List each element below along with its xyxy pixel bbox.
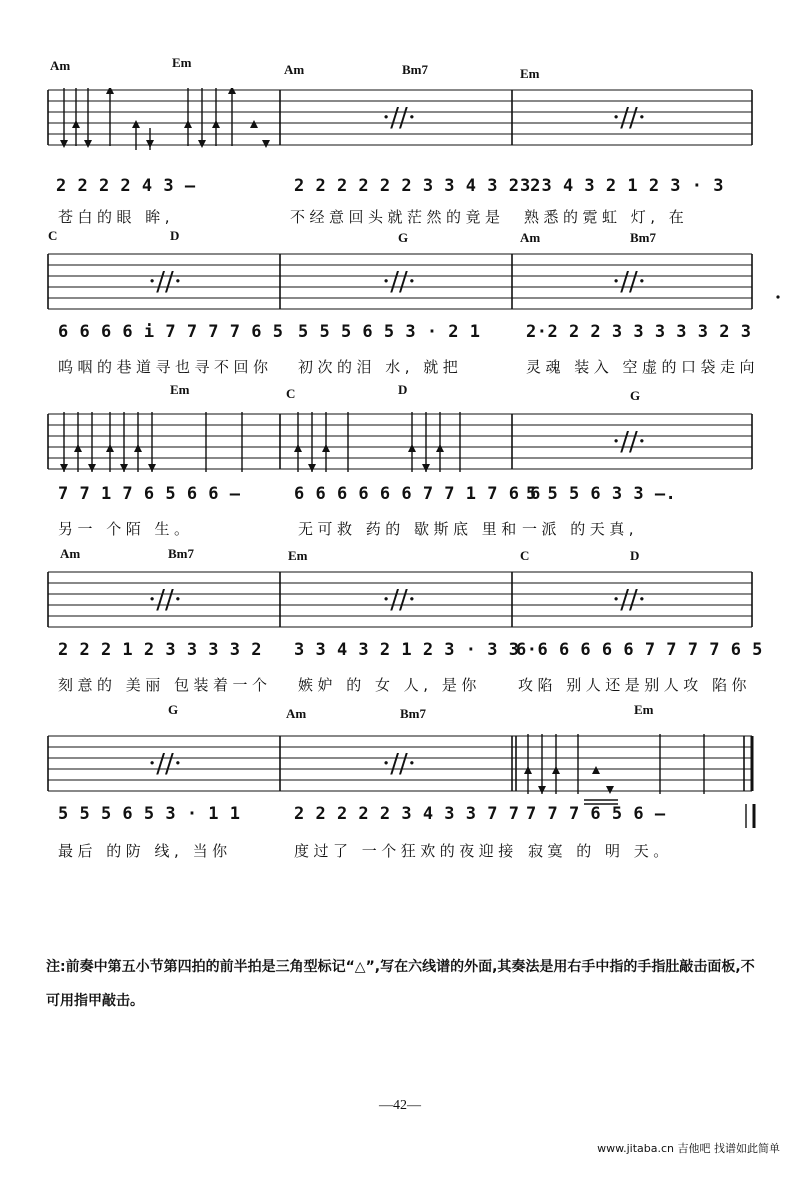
- svg-text:·//·: ·//·: [148, 267, 183, 297]
- chord-label: C: [48, 228, 58, 243]
- svg-text:·//·: ·//·: [612, 267, 647, 297]
- chord-label: D: [398, 382, 408, 397]
- chord-label: Em: [170, 382, 190, 397]
- chord-label: G: [630, 388, 641, 403]
- chord-label: Am: [60, 546, 81, 561]
- jianpu-measure: 2 2 2 1 2 3 3 3 3 2: [58, 640, 262, 660]
- arrowheads: [524, 734, 708, 794]
- svg-text:·//·: ·//·: [148, 585, 183, 615]
- svg-text:·//·: ·//·: [148, 749, 183, 779]
- performance-note: 注:前奏中第五小节第四拍的前半拍是三角型标记“△”,写在六线谱的外面,其奏法是用右手中指的手指肚敲击面板,不可用指甲敲击。: [46, 959, 755, 1009]
- tab-staff-lines: [0, 252, 800, 314]
- final-barline: [742, 802, 772, 832]
- strum-arrows: [64, 88, 276, 150]
- svg-text:·//·: ·//·: [382, 749, 417, 779]
- lyric-line: 无可救 药的 歇斯底 里和: [298, 520, 521, 538]
- svg-text:·//·: ·//·: [612, 427, 647, 457]
- lyric-line: 寂寞 的 明 天。: [528, 842, 673, 860]
- page-number: —42—: [379, 1098, 421, 1113]
- chord-label: Bm7: [630, 230, 656, 245]
- jianpu-measure: 5 5 5 6 3 3 —.: [526, 484, 677, 504]
- jianpu-measure: 3 3 4 3 2 1 2 3 · 3: [520, 176, 724, 196]
- jianpu-measure: 6·6 6 6 6 6 7 7 7 7 6 5: [516, 640, 763, 660]
- svg-text:·//·: ·//·: [612, 103, 647, 133]
- lyric-line: 不经意回头就茫然的竟是: [290, 208, 505, 226]
- tab-staff: [0, 252, 800, 312]
- jianpu-measure: 5 5 5 6 5 3 · 1 1: [58, 804, 241, 824]
- jianpu-measure: 7 7 7 6 5 6 —: [526, 804, 666, 824]
- lyric-line: 另一 个陌 生。: [58, 520, 194, 538]
- lyric-line: 最后 的防 线, 当你: [58, 842, 232, 860]
- chord-label: Am: [286, 706, 307, 721]
- svg-text:·//·: ·//·: [612, 585, 647, 615]
- lyric-line: 灵魂 装入 空虚的口袋走向: [526, 358, 760, 376]
- tab-staff-lines: [0, 570, 800, 632]
- tab-staff: [0, 570, 800, 630]
- chord-label: G: [398, 230, 409, 245]
- chord-label: Bm7: [400, 706, 426, 721]
- lyric-line: 一派 的天真,: [522, 520, 639, 538]
- chord-label: G: [168, 702, 179, 717]
- chord-label: Em: [172, 55, 192, 70]
- jianpu-measure: 6 6 6 6 6 6 7 7 1 7 6 6: [294, 484, 541, 504]
- chord-label: D: [170, 228, 180, 243]
- strum-arrows: [64, 412, 460, 472]
- jianpu-measure: 2 2 2 2 2 2 3 3 4 3 2 2: [294, 176, 541, 196]
- chord-label: Am: [284, 62, 305, 77]
- lyric-line: 苍白的眼 眸,: [58, 208, 175, 226]
- arrowheads: [60, 88, 270, 148]
- lyric-line: 嫉妒 的 女 人, 是你: [298, 676, 481, 694]
- chord-label: Em: [288, 548, 308, 563]
- chord-label: Bm7: [168, 546, 194, 561]
- jianpu-measure: 2 2 2 2 2 3 4 3 3 7 7: [294, 804, 520, 824]
- site-credit: www.jitaba.cn 吉他吧 找谱如此简单: [597, 1142, 780, 1155]
- chord-label: C: [520, 548, 530, 563]
- jianpu-measure: 2·2 2 2 3 3 3 3 3 2 3: [526, 322, 752, 342]
- tab-staff: [0, 412, 800, 472]
- tab-staff: [0, 734, 800, 794]
- jianpu-measure: 3 3 4 3 2 1 2 3 · 3 3: [294, 640, 520, 660]
- jianpu-measure: 7 7 1 7 6 5 6 6 —: [58, 484, 241, 504]
- chord-label: D: [630, 548, 640, 563]
- chord-label: Em: [634, 702, 654, 717]
- jianpu-measure: 2 2 2 2 4 3 —: [56, 176, 196, 196]
- lyric-line: 度过了 一个狂欢的夜迎接: [294, 842, 518, 860]
- jianpu-measure: 6 6 6 6 i 7 7 7 7 6 5: [58, 322, 284, 342]
- lyric-line: 攻陷 别人还是别人攻 陷你: [518, 676, 752, 694]
- svg-text:·//·: ·//·: [382, 103, 417, 133]
- chord-label: C: [286, 386, 296, 401]
- chord-label: Bm7: [402, 62, 428, 77]
- lyric-line: 刻意的 美丽 包装着一个: [58, 676, 272, 694]
- tab-staff-lines: [0, 412, 800, 492]
- tab-staff: [0, 88, 800, 148]
- chord-label: Am: [50, 58, 71, 73]
- chord-label: Em: [520, 66, 540, 81]
- tab-staff-lines: [0, 734, 800, 814]
- lyric-line: 初次的泪 水, 就把: [298, 358, 463, 376]
- svg-text:·//·: ·//·: [382, 267, 417, 297]
- tab-staff-lines: [0, 88, 800, 150]
- svg-text:·//·: ·//·: [382, 585, 417, 615]
- arrowheads: [60, 412, 464, 472]
- chord-label: Am: [520, 230, 541, 245]
- jianpu-measure: 5 5 5 6 5 3 · 2 1: [298, 322, 481, 342]
- lyric-line: 呜咽的巷道寻也寻不回你: [58, 358, 273, 376]
- lyric-line: 熟悉的霓虹 灯, 在: [524, 208, 689, 226]
